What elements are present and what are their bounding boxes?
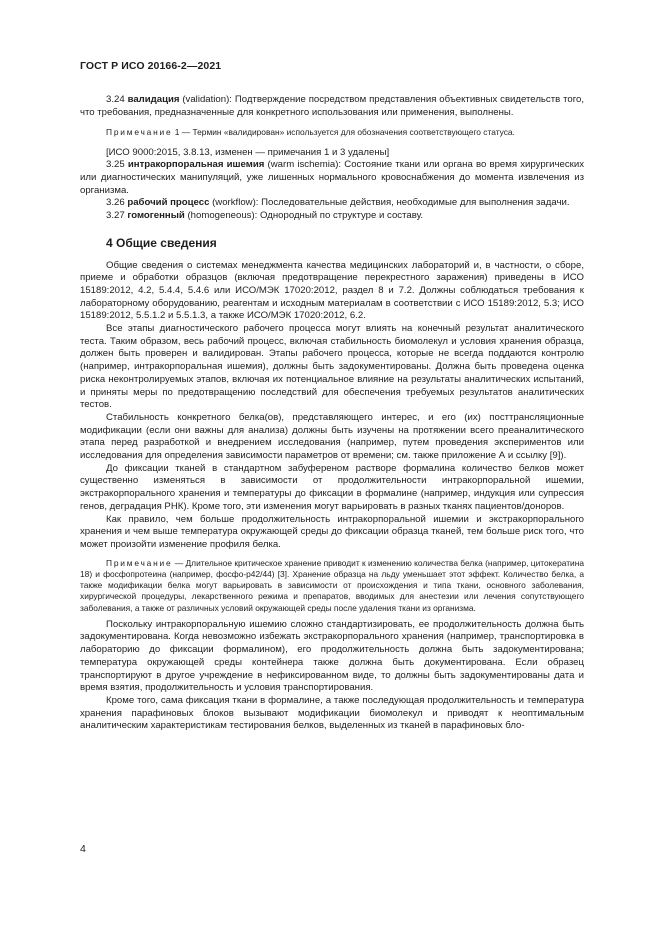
section-title: 4 Общие сведения <box>106 235 217 250</box>
body-paragraph: Поскольку интракорпоральную ишемию сложно стандартизировать, ее продолжительность должна быть задокументирована. Когда невозможно избежать экстракорпорального хранения (например, транспортировка в лабораторию до фиксации формалином), его продолжительность должна быть задокументирована; температура окружающей среды контейнера также должна быть документирована. Если образец транспортируют в другое учреждение в нефиксированном виде, то должны быть задокументированы дата и время взятия, продолжительность и условия транспортирования. <box>80 618 584 694</box>
term-title: гомогенный <box>127 210 185 222</box>
body-paragraph: Кроме того, сама фиксация ткани в формалине, а также последующая продолжительность и температура хранения парафиновых блоков вызывают модификации биомолекул и приводят к неоптимальным аналитическим характеристикам тестирования белков, выделенных из тканей в парафиновых бло- <box>80 694 584 732</box>
body-paragraph: Стабильность конкретного белка(ов), представляющего интерес, и его (их) посттрансляционные модификации (если они важны для анализа) должны быть изучены на протяжении всего преаналитического этапа перед разработкой и внедрением исследования (например, путем проведения экспериментов или исследования для определения зависимости параметров от времени; см. также приложение А и ссылку [9]). <box>80 411 584 462</box>
term-title: валидация <box>127 94 180 105</box>
term-title: интракорпоральная ишемия <box>127 159 265 171</box>
note-validation: Примечание 1 — Термин «валидирован» используется для обозначения соответствующего статуса. <box>106 127 515 138</box>
term-3-25: 3.25 интракорпоральная ишемия (warm ischemia): Состояние ткани или органа во время хирургических или диагностических манипуляций, уже лишенных нормального кровоснабжения до момента извлечения из организма. <box>80 159 584 196</box>
note-protein: Примечание — Длительное критическое хранение приводит к изменению количества белка (например, цитокератина 18) и фосфопротеина (например, фосфо-р42/44) [3]. Хранение образца на льду уменьшает этот эффект. Количество белка, а также модификации белка могут варьировать в зависимости от происхождения и типа ткани, основного заболевания, хирургической процедуры, лекарственного режима и препаратов, вводимых для анестезии или лечения сопутствующего заболевания, а также от различных условий окружающей среды после удаления ткани из организма. <box>80 557 585 613</box>
note-label: Примечание <box>106 557 173 568</box>
term-3-27: 3.27 гомогенный (homogeneous): Однородный по структуре и составу. <box>106 210 424 222</box>
body-paragraph: До фиксации тканей в стандартном забуференом растворе формалина количество белков может существенно изменяться в зависимости от продолжительности интракорпоральной ишемии, экстракорпорального хранения и температуры до фиксации в формалине (например, индукция или супрессия генов, деградация РНК). Кроме того, эти изменения могут варьировать в разных тканях пациентов/доноров. <box>80 462 584 512</box>
term-source-reference: [ИСО 9000:2015, 3.8.13, изменен — примечания 1 и 3 удалены] <box>106 146 390 158</box>
body-paragraph: Все этапы диагностического рабочего процесса могут влиять на конечный результат аналитического теста. Таким образом, весь рабочий процесс, включая стабильность биомолекул и условия хранения образца, должен быть проверен и валидирован. Этапы рабочего процесса, которые не всегда поддаются контролю (например, интракорпоральная ишемия), должны быть задокументированы. Должна быть проведена оценка риска неконтролируемых этапов, включая их потенциальное влияние на результаты аналитических испытаний, и приняты меры по предотвращению последствий для обеспечения требуемых результатов аналитических тестов. <box>80 323 584 411</box>
note-label: Примечание <box>106 127 173 138</box>
body-paragraph: Общие сведения о системах менеджмента качества медицинских лабораторий и, в частности, о сборе, приеме и обработки образцов (включая предотвращение перекрестного заражения) приведены в ИСО 15189:2012, 4.2, 5.4.4, 5.4.6 или ИСО/МЭК 17020:2012, раздел 8 и 7.2. Должны соблюдаться требования к лабораторному оборудованию, реагентам и исходным материалам в соответствии с ИСО 15189:2012, 5.3; ИСО 15189:2012, 5.5.1.2 и 5.5.1.3, а также ИСО/МЭК 17020:2012, 6.2. <box>80 259 584 322</box>
term-3-24: 3.24 валидация (validation): Подтверждение посредством представления объективных свидетельств того, что требования, предназначенные для конкретного использования или применения, выполнены. <box>80 94 584 118</box>
document-body <box>80 94 584 733</box>
term-3-26: 3.26 рабочий процесс (workflow): Последовательные действия, необходимые для выполнения задачи. <box>106 197 570 209</box>
document-code-header: ГОСТ Р ИСО 20166-2—2021 <box>80 60 222 72</box>
body-paragraph: Как правило, чем больше продолжительность интракорпоральной ишемии и экстракорпорального хранения и чем выше температура окружающей среды до фиксации образца тканей, тем больше риск того, что может произойти изменение профиля белка. <box>80 513 584 550</box>
page-number: 4 <box>80 843 86 855</box>
term-title: рабочий процесс <box>127 197 210 209</box>
